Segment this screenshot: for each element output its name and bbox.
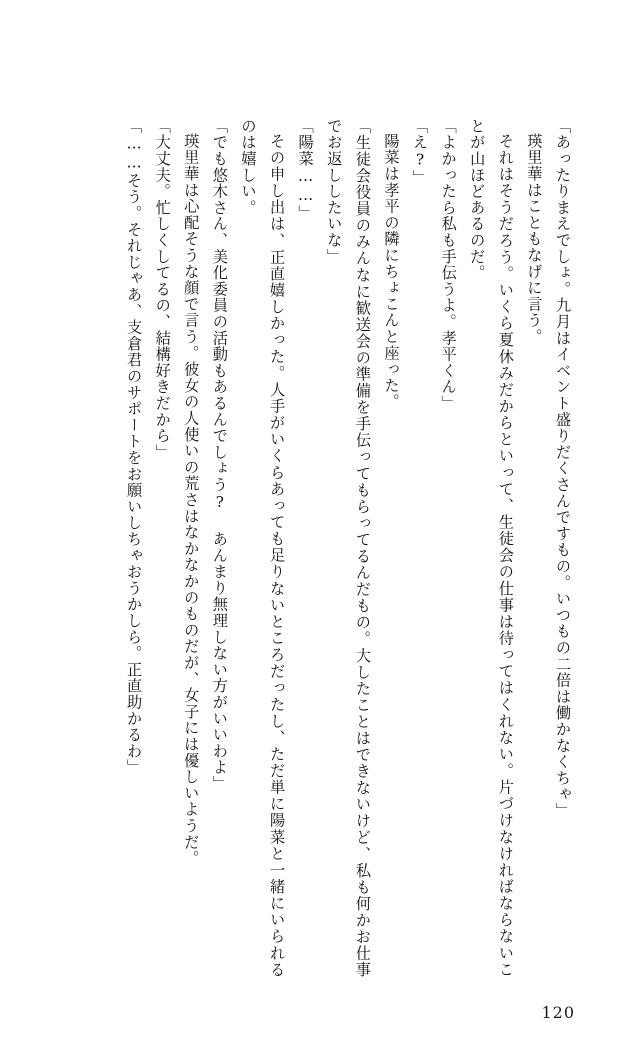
- page-body-text: [60, 118, 577, 978]
- paragraph: 瑛里華はこともなげに言う。: [525, 133, 544, 346]
- paragraph: 「大丈夫。忙しくしてるの、結構好きだから」: [153, 118, 172, 461]
- paragraph: 「陽菜……」: [296, 118, 315, 222]
- paragraph: 瑛里華は心配そうな顔で言う。彼女の人使いの荒さはなかなかのものだが、女子には優しいようだ。: [182, 133, 201, 867]
- page-number: 120: [541, 1003, 575, 1022]
- paragraph: 「え?」: [411, 118, 430, 186]
- paragraph: その申し出は、正直嬉しかった。人手がいくらあっても足りないところだったし、ただ単に陽菜と一緒にいられるのは嬉しい。: [239, 118, 287, 978]
- paragraph: 「生徒会役員のみんなに歓送会の準備を手伝ってもらってるんだもの。大したことはできないけど、私も何かお仕事でお返ししたいな」: [325, 118, 372, 978]
- paragraph: 陽菜は孝平の隣にちょこんと座った。: [382, 133, 401, 411]
- paragraph: 「でも悠木さん、美化委員の活動もあるんでしょう? あんまり無理しない方がいいわよ」: [210, 118, 229, 792]
- paragraph: 「……そう。それじゃあ、支倉君のサポートをお願いしちゃおうかしら。正直助かるわ」: [125, 118, 144, 776]
- paragraph: 「あったりまえでしょ。九月はイベント盛りだくさんですもの。いつもの二倍は働かなくちゃ」: [554, 118, 572, 819]
- paragraph: 「よかったら私も手伝うよ。孝平くん」: [439, 118, 458, 412]
- paragraph: それはそうだろう。いくら夏休みだからといって、生徒会の仕事は待ってはくれない。片づけなければならないことが山ほどあるのだ。: [468, 118, 515, 978]
